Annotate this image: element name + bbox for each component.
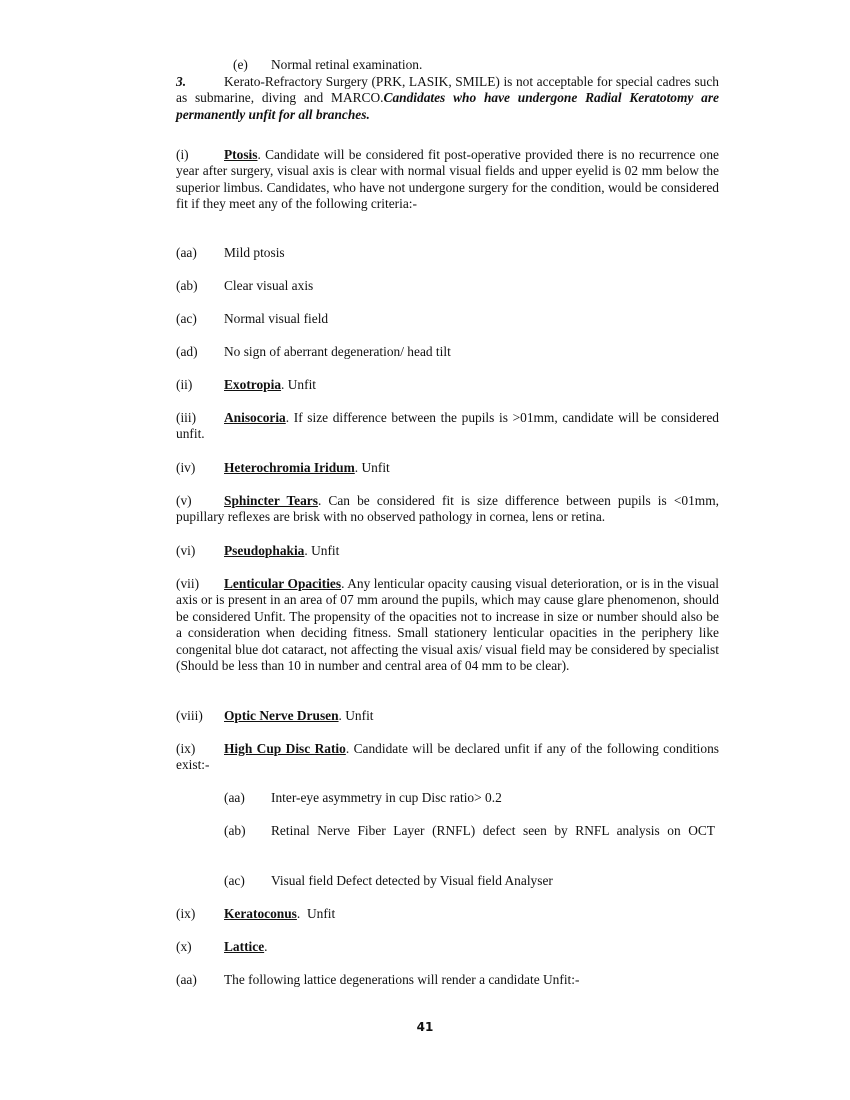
cup-disc-item-text: Visual field Defect detected by Visual field Analyser bbox=[271, 873, 553, 888]
keratoconus-text: . Unfit bbox=[296, 906, 336, 921]
sphincter-label: (v) bbox=[176, 493, 192, 508]
ptosis-text: . Candidate will be considered fit post-operative provided there is no recurrence one year after surgery, visual axis is clear with normal visual fields and upper eyelid is 02 mm below the superior limbus. Candidates, who have not undergone surgery for the condition, would be considered fit if they meet any of the following criteria:- bbox=[176, 147, 719, 212]
criterion-text: Mild ptosis bbox=[224, 245, 285, 260]
sphincter-heading: Sphincter Tears bbox=[224, 493, 318, 508]
sphincter-text: . Can be considered fit is size difference between pupils is <01mm, pupillary reflexes are brisk with no observed pathology in cornea, lens or retina. bbox=[176, 493, 719, 525]
drusen-heading: Optic Nerve Drusen bbox=[224, 708, 339, 723]
paragraph-3 bbox=[176, 74, 719, 123]
exotropia-heading: Exotropia bbox=[224, 377, 282, 392]
heterochromia-heading: Heterochromia Iridum bbox=[224, 460, 355, 475]
lenticular-paragraph bbox=[176, 576, 719, 674]
paragraph-3-number: 3. bbox=[176, 74, 187, 89]
cup-disc-paragraph bbox=[176, 741, 719, 774]
cup-disc-item-label: (aa) bbox=[224, 790, 245, 805]
cup-disc-item-ab bbox=[176, 823, 719, 839]
criterion-label: (ad) bbox=[176, 344, 198, 359]
lattice-text: . bbox=[264, 939, 268, 954]
ptosis-paragraph bbox=[176, 147, 719, 213]
criterion-text: Clear visual axis bbox=[224, 278, 314, 293]
criterion-label: (ac) bbox=[176, 311, 197, 326]
anisocoria-paragraph bbox=[176, 410, 719, 443]
pseudophakia-text: . Unfit bbox=[304, 543, 340, 558]
cup-disc-item-text: Retinal Nerve Fiber Layer (RNFL) defect seen by RNFL analysis on OCT bbox=[271, 823, 715, 838]
keratoconus-heading: Keratoconus bbox=[224, 906, 297, 921]
drusen-label: (viii) bbox=[176, 708, 203, 723]
criterion-label: (ab) bbox=[176, 278, 198, 293]
heterochromia-text: . Unfit bbox=[354, 460, 390, 475]
pseudophakia-heading: Pseudophakia bbox=[224, 543, 305, 558]
cup-disc-heading: High Cup Disc Ratio bbox=[224, 741, 346, 756]
lattice-heading: Lattice bbox=[224, 939, 265, 954]
cup-disc-label: (ix) bbox=[176, 741, 196, 756]
exotropia-text: . Unfit bbox=[281, 377, 317, 392]
drusen-text: . Unfit bbox=[338, 708, 374, 723]
anisocoria-heading: Anisocoria bbox=[224, 410, 286, 425]
cup-disc-item-label: (ac) bbox=[224, 873, 245, 888]
anisocoria-text: . If size difference between the pupils is >01mm, candidate will be considered unfit. bbox=[176, 410, 719, 442]
lenticular-heading: Lenticular Opacities bbox=[224, 576, 342, 591]
lenticular-text: . Any lenticular opacity causing visual deterioration, or is in the visual axis or is present in an area of 07 mm around the pupils, which may cause glare phenomenon, should be considered Unfit. The propensity of the opacities not to increase in size or number should also be a consideration when deciding fitness. Small stationery lenticular opacities in the periphery like congenital blue dot cataract, not affecting the visual axis/ visual field may be considered by specialist (Should be less than 10 in number and central area of 04 mm to be clear). bbox=[176, 576, 719, 674]
item-e-label: (e) bbox=[233, 57, 248, 72]
paragraph-3-emphasis: Candidates who have undergone Radial Keratotomy are permanently unfit for all branches. bbox=[176, 90, 720, 122]
cup-disc-text: . Candidate will be declared unfit if any of the following conditions exist:- bbox=[176, 741, 719, 773]
sphincter-paragraph bbox=[176, 493, 719, 526]
criterion-text: No sign of aberrant degeneration/ head tilt bbox=[224, 344, 451, 359]
keratoconus-label: (ix) bbox=[176, 906, 196, 921]
paragraph-3-text: Kerato-Refractory Surgery (PRK, LASIK, SMILE) is not acceptable for special cadres such as submarine, diving and MARCO. bbox=[176, 74, 719, 106]
cup-disc-item-text: Inter-eye asymmetry in cup Disc ratio> 0.2 bbox=[271, 790, 502, 805]
item-e-text: Normal retinal examination. bbox=[271, 57, 423, 72]
ptosis-heading: Ptosis bbox=[224, 147, 258, 162]
lattice-aa-label: (aa) bbox=[176, 972, 197, 987]
anisocoria-label: (iii) bbox=[176, 410, 197, 425]
page-number: 41 bbox=[416, 1020, 434, 1034]
exotropia-label: (ii) bbox=[176, 377, 193, 392]
ptosis-label: (i) bbox=[176, 147, 189, 162]
cup-disc-item-label: (ab) bbox=[224, 823, 246, 838]
pseudophakia-label: (vi) bbox=[176, 543, 196, 558]
criterion-label: (aa) bbox=[176, 245, 197, 260]
lattice-aa-text: The following lattice degenerations will render a candidate Unfit:- bbox=[224, 972, 580, 987]
lattice-label: (x) bbox=[176, 939, 192, 954]
criterion-text: Normal visual field bbox=[224, 311, 329, 326]
heterochromia-label: (iv) bbox=[176, 460, 196, 475]
lenticular-label: (vii) bbox=[176, 576, 200, 591]
